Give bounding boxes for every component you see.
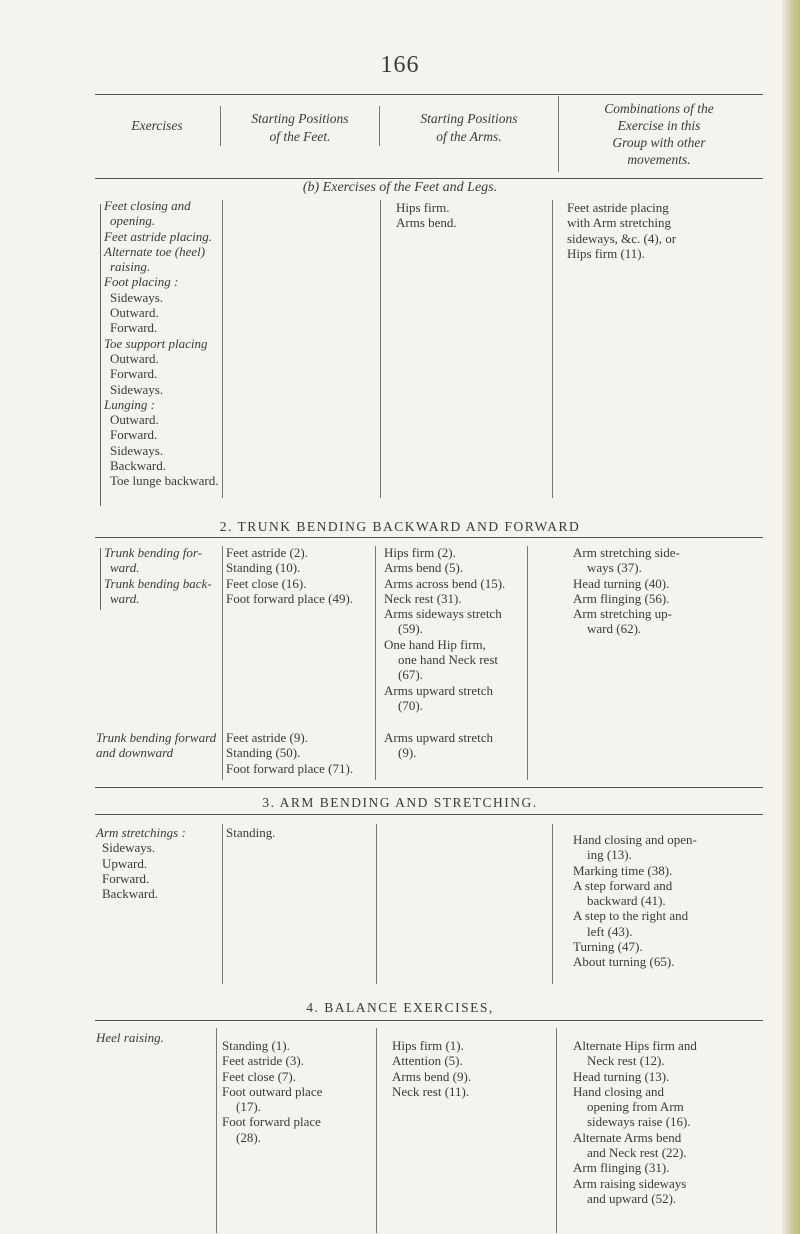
section-b-arms bbox=[396, 200, 546, 231]
b-ex-11: Outward. bbox=[110, 350, 159, 366]
section-2-row1-feet bbox=[226, 545, 376, 606]
s3-comb-7: left (43). bbox=[587, 923, 633, 939]
b-arms-1: Hips firm. bbox=[396, 200, 450, 215]
b-ex-12: Forward. bbox=[110, 366, 158, 382]
s3-ex-4: Forward. bbox=[102, 870, 150, 886]
s2-r1-feet-4: Foot forward place (49). bbox=[226, 590, 354, 606]
s2-r1-arms-9: (67). bbox=[398, 667, 423, 683]
s2-r1-ex-4: ward. bbox=[110, 590, 140, 606]
s4-ex-1: Heel raising. bbox=[96, 1030, 164, 1045]
s4-comb-5: opening from Arm bbox=[587, 1099, 684, 1115]
b-ex-16: Forward. bbox=[110, 427, 158, 443]
s2-r2-ex-2: and downward bbox=[96, 745, 174, 761]
s2-r1-arms-6: (59). bbox=[398, 621, 423, 637]
s4-divider-1 bbox=[216, 1028, 217, 1233]
b-ex-10: Toe support placing bbox=[104, 335, 208, 351]
s4-arms-2: Attention (5). bbox=[392, 1053, 463, 1069]
s4-comb-11: and upward (52). bbox=[587, 1190, 677, 1206]
b-ex-5: raising. bbox=[110, 259, 151, 275]
b-ex-1: Feet closing and bbox=[104, 198, 191, 213]
s4-feet-3: Feet close (7). bbox=[222, 1068, 297, 1084]
s2-r2-feet-1: Feet astride (9). bbox=[226, 730, 308, 745]
header-combinations bbox=[560, 100, 758, 168]
s3-comb-2: ing (13). bbox=[587, 847, 632, 863]
b-comb-1: Feet astride placing bbox=[567, 200, 669, 215]
section-4-feet bbox=[222, 1038, 374, 1145]
section-2-row2-exercises bbox=[96, 730, 222, 761]
section-3-combinations bbox=[573, 832, 758, 970]
b-ex-13: Sideways. bbox=[110, 381, 164, 397]
header-exercises bbox=[96, 117, 218, 135]
s2-r1-comb-4: Arm flinging (56). bbox=[573, 590, 670, 606]
header-divider-3 bbox=[558, 96, 559, 172]
s2-r2-feet-3: Foot forward place (71). bbox=[226, 760, 354, 776]
s4-comb-1: Alternate Hips firm and bbox=[573, 1038, 697, 1053]
s3-comb-5: backward (41). bbox=[587, 893, 666, 909]
s3-ex-3: Upward. bbox=[102, 855, 148, 871]
s2-r1-comb-1: Arm stretching side- bbox=[573, 545, 680, 560]
s2-divider-1 bbox=[222, 546, 223, 780]
section-2-bottom-rule bbox=[95, 787, 763, 788]
b-ex-9: Forward. bbox=[110, 320, 158, 336]
s4-comb-3: Head turning (13). bbox=[573, 1068, 670, 1084]
header-combinations-line3: Group with other bbox=[612, 135, 706, 150]
b-divider-1 bbox=[222, 200, 223, 498]
s3-ex-2: Sideways. bbox=[102, 840, 156, 856]
s2-r1-arms-8: one hand Neck rest bbox=[398, 652, 498, 668]
section-2-row1-combinations bbox=[573, 545, 758, 637]
s4-comb-7: Alternate Arms bend bbox=[573, 1129, 682, 1145]
header-arm-positions-line1: Starting Positions bbox=[420, 111, 518, 126]
section-4-combinations bbox=[573, 1038, 763, 1206]
section-4-arms bbox=[392, 1038, 547, 1099]
s4-comb-8: and Neck rest (22). bbox=[587, 1145, 687, 1161]
s2-r1-ex-3: Trunk bending back- bbox=[104, 575, 212, 591]
s3-comb-1: Hand closing and open- bbox=[573, 832, 697, 847]
section-4-title: 4. BALANCE EXERCISES, bbox=[306, 1000, 494, 1015]
s4-arms-4: Neck rest (11). bbox=[392, 1083, 470, 1099]
s2-r1-ex-1: Trunk bending for- bbox=[104, 545, 202, 560]
s3-ex-1: Arm stretchings : bbox=[96, 825, 186, 840]
s4-feet-6: Foot forward place bbox=[222, 1114, 321, 1130]
s3-divider-1 bbox=[222, 824, 223, 984]
s3-comb-3: Marking time (38). bbox=[573, 862, 673, 878]
s2-r1-arms-2: Arms bend (5). bbox=[384, 560, 464, 576]
s2-r1-ex-2: ward. bbox=[110, 560, 140, 576]
section-b-combinations bbox=[567, 200, 757, 261]
b-ex-14: Lunging : bbox=[104, 396, 155, 412]
s2-r2-ex-1: Trunk bending forward bbox=[96, 730, 217, 745]
s2-r1-arms-7: One hand Hip firm, bbox=[384, 636, 486, 652]
section-3-rule bbox=[95, 814, 763, 815]
section-3-feet bbox=[226, 825, 376, 840]
b-ex-4: Alternate toe (heel) bbox=[104, 243, 206, 259]
s2-r1-comb-2: ways (37). bbox=[587, 560, 642, 576]
s3-ex-5: Backward. bbox=[102, 886, 158, 902]
s3-comb-6: A step to the right and bbox=[573, 908, 689, 924]
s4-comb-6: sideways raise (16). bbox=[587, 1114, 691, 1130]
b-ex-19: Toe lunge backward. bbox=[110, 473, 219, 489]
s2-r2-arms-2: (9). bbox=[398, 745, 417, 761]
header-top-rule bbox=[95, 94, 763, 95]
b-ex-8: Outward. bbox=[110, 305, 159, 321]
b-comb-4: Hips firm (11). bbox=[567, 245, 645, 261]
section-2-row2-feet bbox=[226, 730, 376, 776]
s4-divider-2 bbox=[376, 1028, 377, 1233]
b-ex-17: Sideways. bbox=[110, 442, 164, 458]
s2-r2-arms-1: Arms upward stretch bbox=[384, 730, 494, 745]
section-4-exercises bbox=[96, 1030, 220, 1045]
s4-comb-2: Neck rest (12). bbox=[587, 1053, 665, 1069]
s4-divider-3 bbox=[556, 1028, 557, 1233]
s2-r1-comb-5: Arm stretching up- bbox=[573, 606, 672, 622]
s3-comb-9: About turning (65). bbox=[573, 954, 675, 970]
b-ex-3: Feet astride placing. bbox=[104, 228, 212, 244]
s4-feet-1: Standing (1). bbox=[222, 1038, 290, 1053]
s4-feet-7: (28). bbox=[236, 1129, 261, 1145]
s2-r1-arms-5: Arms sideways stretch bbox=[384, 606, 502, 622]
b-comb-3: sideways, &c. (4), or bbox=[567, 230, 677, 246]
s2-r1-arms-4: Neck rest (31). bbox=[384, 590, 462, 606]
s2-r2-feet-2: Standing (50). bbox=[226, 745, 301, 761]
s2-r1-arms-10: Arms upward stretch bbox=[384, 682, 494, 698]
section-2-row1-exercises bbox=[96, 545, 220, 606]
section-b-heading: (b) Exercises of the Feet and Legs. bbox=[302, 180, 498, 195]
page-number: 166 bbox=[380, 52, 420, 78]
header-bottom-rule bbox=[95, 178, 763, 179]
s4-feet-5: (17). bbox=[236, 1099, 261, 1115]
s2-r1-arms-1: Hips firm (2). bbox=[384, 545, 456, 560]
b-ex-15: Outward. bbox=[110, 412, 159, 428]
b-ex-6: Foot placing : bbox=[104, 274, 179, 290]
header-combinations-line4: movements. bbox=[627, 152, 691, 167]
s4-comb-10: Arm raising sideways bbox=[573, 1175, 687, 1191]
s2-r1-feet-1: Feet astride (2). bbox=[226, 545, 308, 560]
s3-divider-2 bbox=[376, 824, 377, 984]
s2-r1-comb-3: Head turning (40). bbox=[573, 575, 670, 591]
section-2-row2-arms bbox=[384, 730, 524, 761]
s2-divider-3 bbox=[527, 546, 528, 780]
b-ex-18: Backward. bbox=[110, 458, 166, 474]
section-3-title: 3. ARM BENDING AND STRETCHING. bbox=[262, 795, 538, 810]
header-feet-positions bbox=[222, 110, 378, 146]
b-ex-2: opening. bbox=[110, 213, 156, 229]
s4-comb-9: Arm flinging (31). bbox=[573, 1160, 670, 1176]
s4-arms-3: Arms bend (9). bbox=[392, 1068, 472, 1084]
header-feet-positions-line1: Starting Positions bbox=[251, 111, 349, 126]
b-ex-7: Sideways. bbox=[110, 289, 164, 305]
section-b-exercises bbox=[96, 198, 220, 489]
section-2-row1-arms bbox=[384, 545, 524, 713]
s2-r1-feet-3: Feet close (16). bbox=[226, 575, 307, 591]
section-2-title: 2. TRUNK BENDING BACKWARD AND FORWARD bbox=[219, 519, 581, 534]
b-divider-3 bbox=[552, 200, 553, 498]
header-arm-positions bbox=[381, 110, 557, 146]
header-combinations-line2: Exercise in this bbox=[617, 118, 701, 133]
s4-comb-4: Hand closing and bbox=[573, 1083, 664, 1099]
s3-feet-1: Standing. bbox=[226, 825, 276, 840]
section-4-rule bbox=[95, 1020, 763, 1021]
s2-r1-arms-11: (70). bbox=[398, 697, 423, 713]
header-arm-positions-line2: of the Arms. bbox=[436, 129, 502, 144]
header-feet-positions-line2: of the Feet. bbox=[269, 129, 331, 144]
s4-arms-1: Hips firm (1). bbox=[392, 1038, 464, 1053]
s4-feet-4: Foot outward place bbox=[222, 1083, 323, 1099]
section-2-rule bbox=[95, 537, 763, 538]
s3-divider-3 bbox=[552, 824, 553, 984]
s3-comb-8: Turning (47). bbox=[573, 939, 643, 955]
section-3-exercises bbox=[96, 825, 220, 901]
header-divider-1 bbox=[220, 106, 221, 146]
b-arms-2: Arms bend. bbox=[396, 215, 457, 231]
s2-r1-feet-2: Standing (10). bbox=[226, 560, 301, 576]
header-divider-2 bbox=[379, 106, 380, 146]
b-comb-2: with Arm stretching bbox=[567, 215, 671, 231]
s2-r1-comb-6: ward (62). bbox=[587, 621, 642, 637]
header-exercises-label: Exercises bbox=[131, 118, 183, 133]
b-divider-2 bbox=[380, 200, 381, 498]
header-combinations-line1: Combinations of the bbox=[604, 101, 714, 116]
s3-comb-4: A step forward and bbox=[573, 877, 673, 893]
s4-feet-2: Feet astride (3). bbox=[222, 1053, 304, 1069]
s2-r1-arms-3: Arms across bend (15). bbox=[384, 575, 506, 591]
